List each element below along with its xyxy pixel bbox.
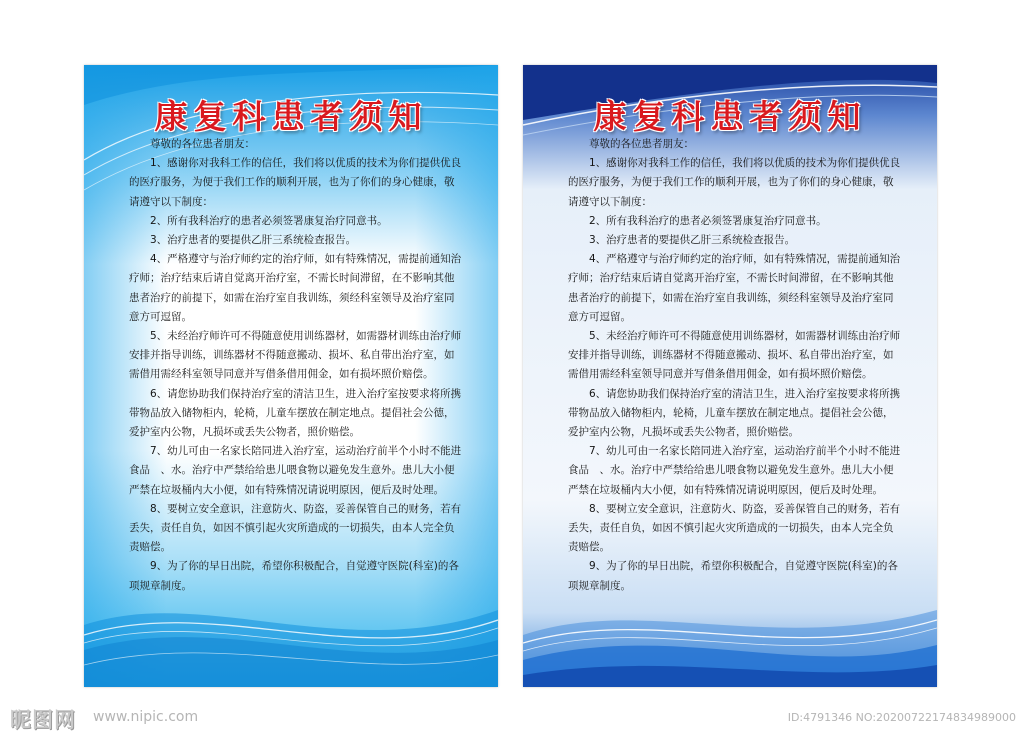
notice-item-6: 6、请您协助我们保持治疗室的清洁卫生，进入治疗室按要求将所携带物品放入储物柜内，轮椅，儿童车摆放在制定地点。提倡社会公德，爱护室内公物，凡损坏或丢失公物者，照价赔偿。	[129, 387, 462, 439]
poster-body	[129, 135, 463, 596]
notice-item-5: 5、未经治疗师许可不得随意使用训练器材，如需器材训练由治疗师安排并指导训练，训练器材不得随意搬动、损坏、私自带出治疗室，如需借用需经科室领导同意并写借条借用佣金，如有损坏照价赔偿。	[129, 330, 462, 381]
notice-item-3: 3、治疗患者的要提供乙肝三系统检查报告。	[589, 234, 796, 247]
watermark-site-url: www.nipic.com	[93, 709, 199, 725]
notice-item-8: 8、要树立安全意识，注意防火、防盗，妥善保管自己的财务，若有丢失，责任自负，如因不慎引起火灾所造成的一切损失，由本人完全负责赔偿。	[129, 502, 462, 554]
notice-item-2: 2、所有我科治疗的患者必须签署康复治疗同意书。	[150, 214, 388, 227]
notice-item-2: 2、所有我科治疗的患者必须签署康复治疗同意书。	[589, 214, 827, 227]
notice-item-8: 8、要树立安全意识，注意防火、防盗，妥善保管自己的财务，若有丢失，责任自负，如因不慎引起火灾所造成的一切损失，由本人完全负责赔偿。	[568, 502, 901, 554]
poster-title: 康复科患者须知	[154, 97, 428, 136]
notice-item-4: 4、严格遵守与治疗师约定的治疗师，如有特殊情况，需提前通知治疗师；治疗结束后请自觉离开治疗室，不需长时间滞留，在不影响其他患者治疗的前提下，如需在治疗室自我训练，须经科室领导及治疗室同意方可逗留。	[129, 253, 462, 323]
notice-item-7: 7、幼儿可由一名家长陪同进入治疗室，运动治疗前半个小时不能进食品 、水。治疗中严禁给给患儿喂食物以避免发生意外。患儿大小便严禁在垃圾桶内大小便，如有特殊情况请说明原因，便后及时处理。	[568, 445, 901, 496]
greeting-text: 尊敬的各位患者朋友：	[150, 138, 255, 150]
notice-item-1: 1、感谢你对我科工作的信任，我们将以优质的技术为你们提供优良的医疗服务，为便于我们工作的顺利开展，也为了你们的身心健康，敬请遵守以下制度：	[129, 157, 462, 208]
notice-item-5: 5、未经治疗师许可不得随意使用训练器材，如需器材训练由治疗师安排并指导训练，训练器材不得随意搬动、损坏、私自带出治疗室，如需借用需经科室领导同意并写借条借用佣金，如有损坏照价赔偿。	[568, 330, 901, 381]
watermark-logo: 昵图网	[10, 707, 76, 732]
notice-item-6: 6、请您协助我们保持治疗室的清洁卫生，进入治疗室按要求将所携带物品放入储物柜内，轮椅，儿童车摆放在制定地点。提倡社会公德，爱护室内公物，凡损坏或丢失公物者，照价赔偿。	[568, 387, 901, 439]
poster-body	[568, 135, 902, 596]
notice-item-7: 7、幼儿可由一名家长陪同进入治疗室，运动治疗前半个小时不能进食品 、水。治疗中严禁给给患儿喂食物以避免发生意外。患儿大小便严禁在垃圾桶内大小便，如有特殊情况请说明原因，便后及时处理。	[129, 445, 462, 496]
poster-title: 康复科患者须知	[593, 97, 867, 136]
poster-right	[523, 65, 937, 687]
notice-item-4: 4、严格遵守与治疗师约定的治疗师，如有特殊情况，需提前通知治疗师；治疗结束后请自觉离开治疗室，不需长时间滞留，在不影响其他患者治疗的前提下，如需在治疗室自我训练，须经科室领导及治疗室同意方可逗留。	[568, 253, 901, 323]
watermark-id-text: ID:4791346 NO:20200722174834989000	[787, 711, 1016, 724]
greeting-text: 尊敬的各位患者朋友：	[589, 138, 694, 150]
notice-item-9: 9、为了你的早日出院，希望你积极配合，自觉遵守医院(科室)的各项规章制度。	[568, 560, 898, 592]
notice-item-9: 9、为了你的早日出院，希望你积极配合，自觉遵守医院(科室)的各项规章制度。	[129, 560, 459, 592]
poster-left	[84, 65, 498, 687]
notice-item-3: 3、治疗患者的要提供乙肝三系统检查报告。	[150, 234, 357, 247]
notice-item-1: 1、感谢你对我科工作的信任，我们将以优质的技术为你们提供优良的医疗服务，为便于我们工作的顺利开展，也为了你们的身心健康，敬请遵守以下制度：	[568, 157, 901, 208]
